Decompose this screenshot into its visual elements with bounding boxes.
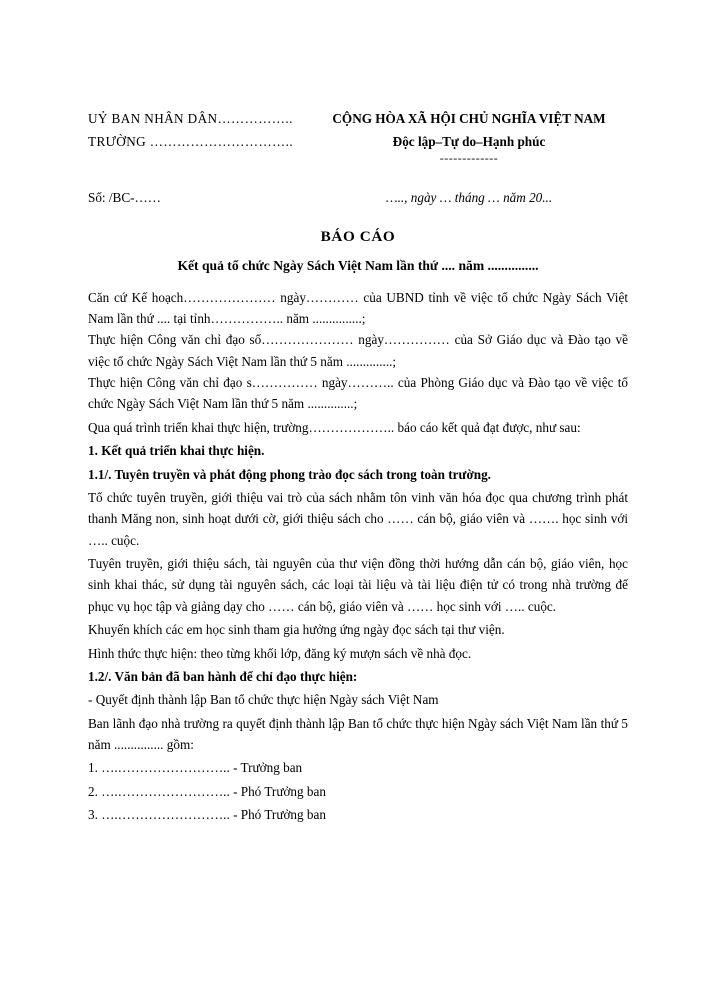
paragraph: Khuyến khích các em học sinh tham gia hưởng ứng ngày đọc sách tại thư viện. [88, 622, 505, 638]
national-motto: Độc lập–Tự do–Hạnh phúc [392, 133, 546, 149]
page-title: BÁO CÁO [320, 227, 396, 245]
list-item: 1. ….…………………….. - Trưởng ban [88, 760, 303, 776]
paragraph: Tuyên truyền, giới thiệu sách, tài nguyên của thư viện đồng thời hướng dẫn cán bộ, giáo viên, học sinh khai thác, sử dụng tài nguyên sách, các loại tài liệu và tài liệu điện tử có trong nhà trường để phục vụ học tập và giảng dạy cho …… cán bộ, giáo viên và …… học sinh với ….. cuộc. [88, 556, 628, 614]
paragraph: Hình thức thực hiện: theo từng khối lớp, đăng ký mượn sách về nhà đọc. [88, 645, 472, 661]
header-national-heading [310, 108, 628, 166]
paragraph: - Quyết định thành lập Ban tổ chức thực hiện Ngày sách Việt Nam [88, 692, 439, 708]
motto-underline: ------------- [439, 151, 499, 166]
header-issuing-authority [88, 108, 310, 153]
document-place-date: ….., ngày … tháng … năm 20... [385, 189, 553, 205]
paragraph: Tổ chức tuyên truyền, giới thiệu vai trò của sách nhằm tôn vinh văn hóa đọc qua chương trình phát thanh Măng non, sinh hoạt dưới cờ, giới thiệu sách cho …… cán bộ, giáo viên và ……. học sinh với ….. cuộc. [88, 489, 628, 548]
page-subtitle: Kết quả tổ chức Ngày Sách Việt Nam lần thứ .... năm ............... [177, 257, 539, 273]
national-name: CỘNG HÒA XÃ HỘI CHỦ NGHĨA VIỆT NAM [332, 111, 606, 126]
paragraph: Căn cứ Kế hoạch………………… ngày………… của UBND tỉnh về việc tổ chức Ngày Sách Việt Nam lần thứ .... tại tỉnh…………….. năm ...............; [88, 289, 628, 326]
paragraph: Thực hiện Công văn chỉ đạo số………………… ngày…………… của Sở Giáo dục và Đào tạo về việc tổ chức Ngày Sách Việt Nam lần thứ 5 năm ..............; [88, 332, 628, 369]
authority-line-1: UỶ BAN NHÂN DÂN…………….. [88, 111, 293, 126]
paragraph: Thực hiện Công văn chỉ đạo s…………… ngày……….. của Phòng Giáo dục và Đào tạo về việc tổ chức Ngày Sách Việt Nam lần thứ 5 năm ..............; [88, 375, 628, 412]
section-heading: 1. Kết quả triển khai thực hiện. [88, 443, 265, 459]
list-item: 3. ….…………………….. - Phó Trưởng ban [88, 807, 326, 823]
document-body [88, 287, 628, 826]
document-number: Số: /BC-…… [88, 189, 161, 205]
section-heading: 1.1/. Tuyên truyền và phát động phong trào đọc sách trong toàn trường. [88, 466, 491, 482]
document-meta-row [88, 190, 628, 206]
list-item: 2. ….…………………….. - Phó Trưởng ban [88, 783, 326, 799]
paragraph: Qua quá trình triển khai thực hiện, trường……………….. báo cáo kết quả đạt được, như sau: [88, 419, 581, 435]
section-heading: 1.2/. Văn bản đã ban hành để chỉ đạo thực hiện: [88, 668, 358, 684]
document-header [88, 108, 628, 166]
authority-line-2: TRƯỜNG ………………………….. [88, 133, 294, 149]
paragraph: Ban lãnh đạo nhà trường ra quyết định thành lập Ban tổ chức thực hiện Ngày sách Việt Nam lần thứ 5 năm ............... gồm: [88, 715, 628, 753]
